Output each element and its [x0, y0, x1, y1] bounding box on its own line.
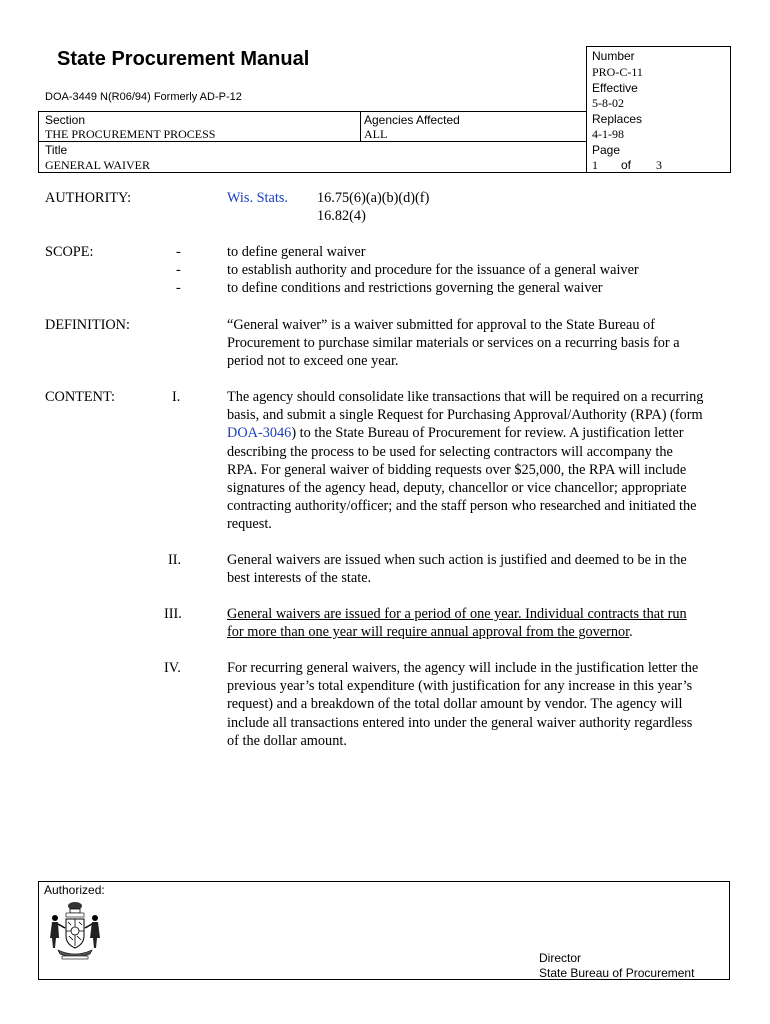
authority-ref: 16.82(4) [317, 208, 366, 224]
wisconsin-seal-icon [44, 898, 106, 964]
doa-3046-link[interactable]: DOA-3046 [227, 425, 292, 442]
scope-item: to define general waiver [227, 244, 366, 260]
signer-title: Director [539, 951, 582, 965]
effective-value: 5-8-02 [592, 96, 624, 110]
agencies-affected-label: Agencies Affected [364, 113, 460, 127]
wis-stats-link[interactable]: Wis. Stats. [227, 190, 288, 206]
content-section-4: For recurring general waivers, the agency will include in the justification letter the previous year’s total expenditure (with justification for any increase in this year’s request) and a breakdown of the total dollar amount by vendor. The agency will include all transactions entered into under the general waiver authority regardless of the dollar amount. [227, 660, 699, 749]
content-section-1: The agency should consolidate like transactions that will be required on a recurring basis, and submit a single Request for Purchasing Approval/Authority (RPA) (form DOA-3046) to the State Bureau of Procurement for review. A justification letter describing the process to be used for selecting contractors will accompany the RPA. For general waiver of bidding requests over $25,000, the RPA will include signatures of the agency head, deputy, chancellor or vice chancellor; appropriate contracting authority/officer; and the staff person who researched and initiated the request. [227, 389, 704, 533]
authority-ref: 16.75(6)(a)(b)(d)(f) [317, 190, 430, 206]
section-numeral: IV. [164, 660, 181, 676]
title-value: GENERAL WAIVER [45, 158, 150, 172]
scope-item: to define conditions and restrictions governing the general waiver [227, 280, 603, 296]
definition-text: “General waiver” is a waiver submitted for approval to the State Bureau of Procurement to purchase similar materials or services on a recurring basis for a period not to exceed one year. [227, 317, 680, 370]
section-numeral: III. [164, 606, 182, 622]
scope-bullet: - [176, 280, 181, 296]
authorized-label: Authorized: [44, 883, 105, 897]
page-current: 1 [592, 158, 598, 172]
page-total: 3 [656, 158, 662, 172]
replaces-label: Replaces [592, 112, 643, 126]
title-label: Title [45, 143, 68, 157]
scope-bullet: - [176, 262, 181, 278]
form-number-line: DOA-3449 N(R06/94) Formerly AD-P-12 [45, 91, 242, 103]
authority-label: AUTHORITY: [45, 190, 132, 206]
page-of: of [621, 158, 632, 172]
number-value: PRO-C-11 [592, 65, 643, 79]
content-section-2: General waivers are issued when such action is justified and deemed to be in the best interests of the state. [227, 552, 687, 587]
manual-title: State Procurement Manual [57, 48, 310, 70]
section-numeral: II. [168, 552, 182, 568]
agencies-affected-value: ALL [364, 127, 388, 141]
section-label: Section [45, 113, 86, 127]
scope-bullet: - [176, 244, 181, 260]
replaces-value: 4-1-98 [592, 127, 624, 141]
scope-item: to establish authority and procedure for the issuance of a general waiver [227, 262, 639, 278]
definition-label: DEFINITION: [45, 317, 130, 333]
page-label: Page [592, 143, 621, 157]
content-label: CONTENT: [45, 389, 115, 405]
number-label: Number [592, 49, 635, 63]
content-section-3: General waivers are issued for a period of one year. Individual contracts that run for more than one year will require annual approval from the governor. [227, 606, 687, 641]
section-value: THE PROCUREMENT PROCESS [45, 127, 216, 141]
scope-label: SCOPE: [45, 244, 94, 260]
effective-label: Effective [592, 81, 638, 95]
section-numeral: I. [172, 389, 181, 405]
signer-org: State Bureau of Procurement [539, 966, 695, 980]
